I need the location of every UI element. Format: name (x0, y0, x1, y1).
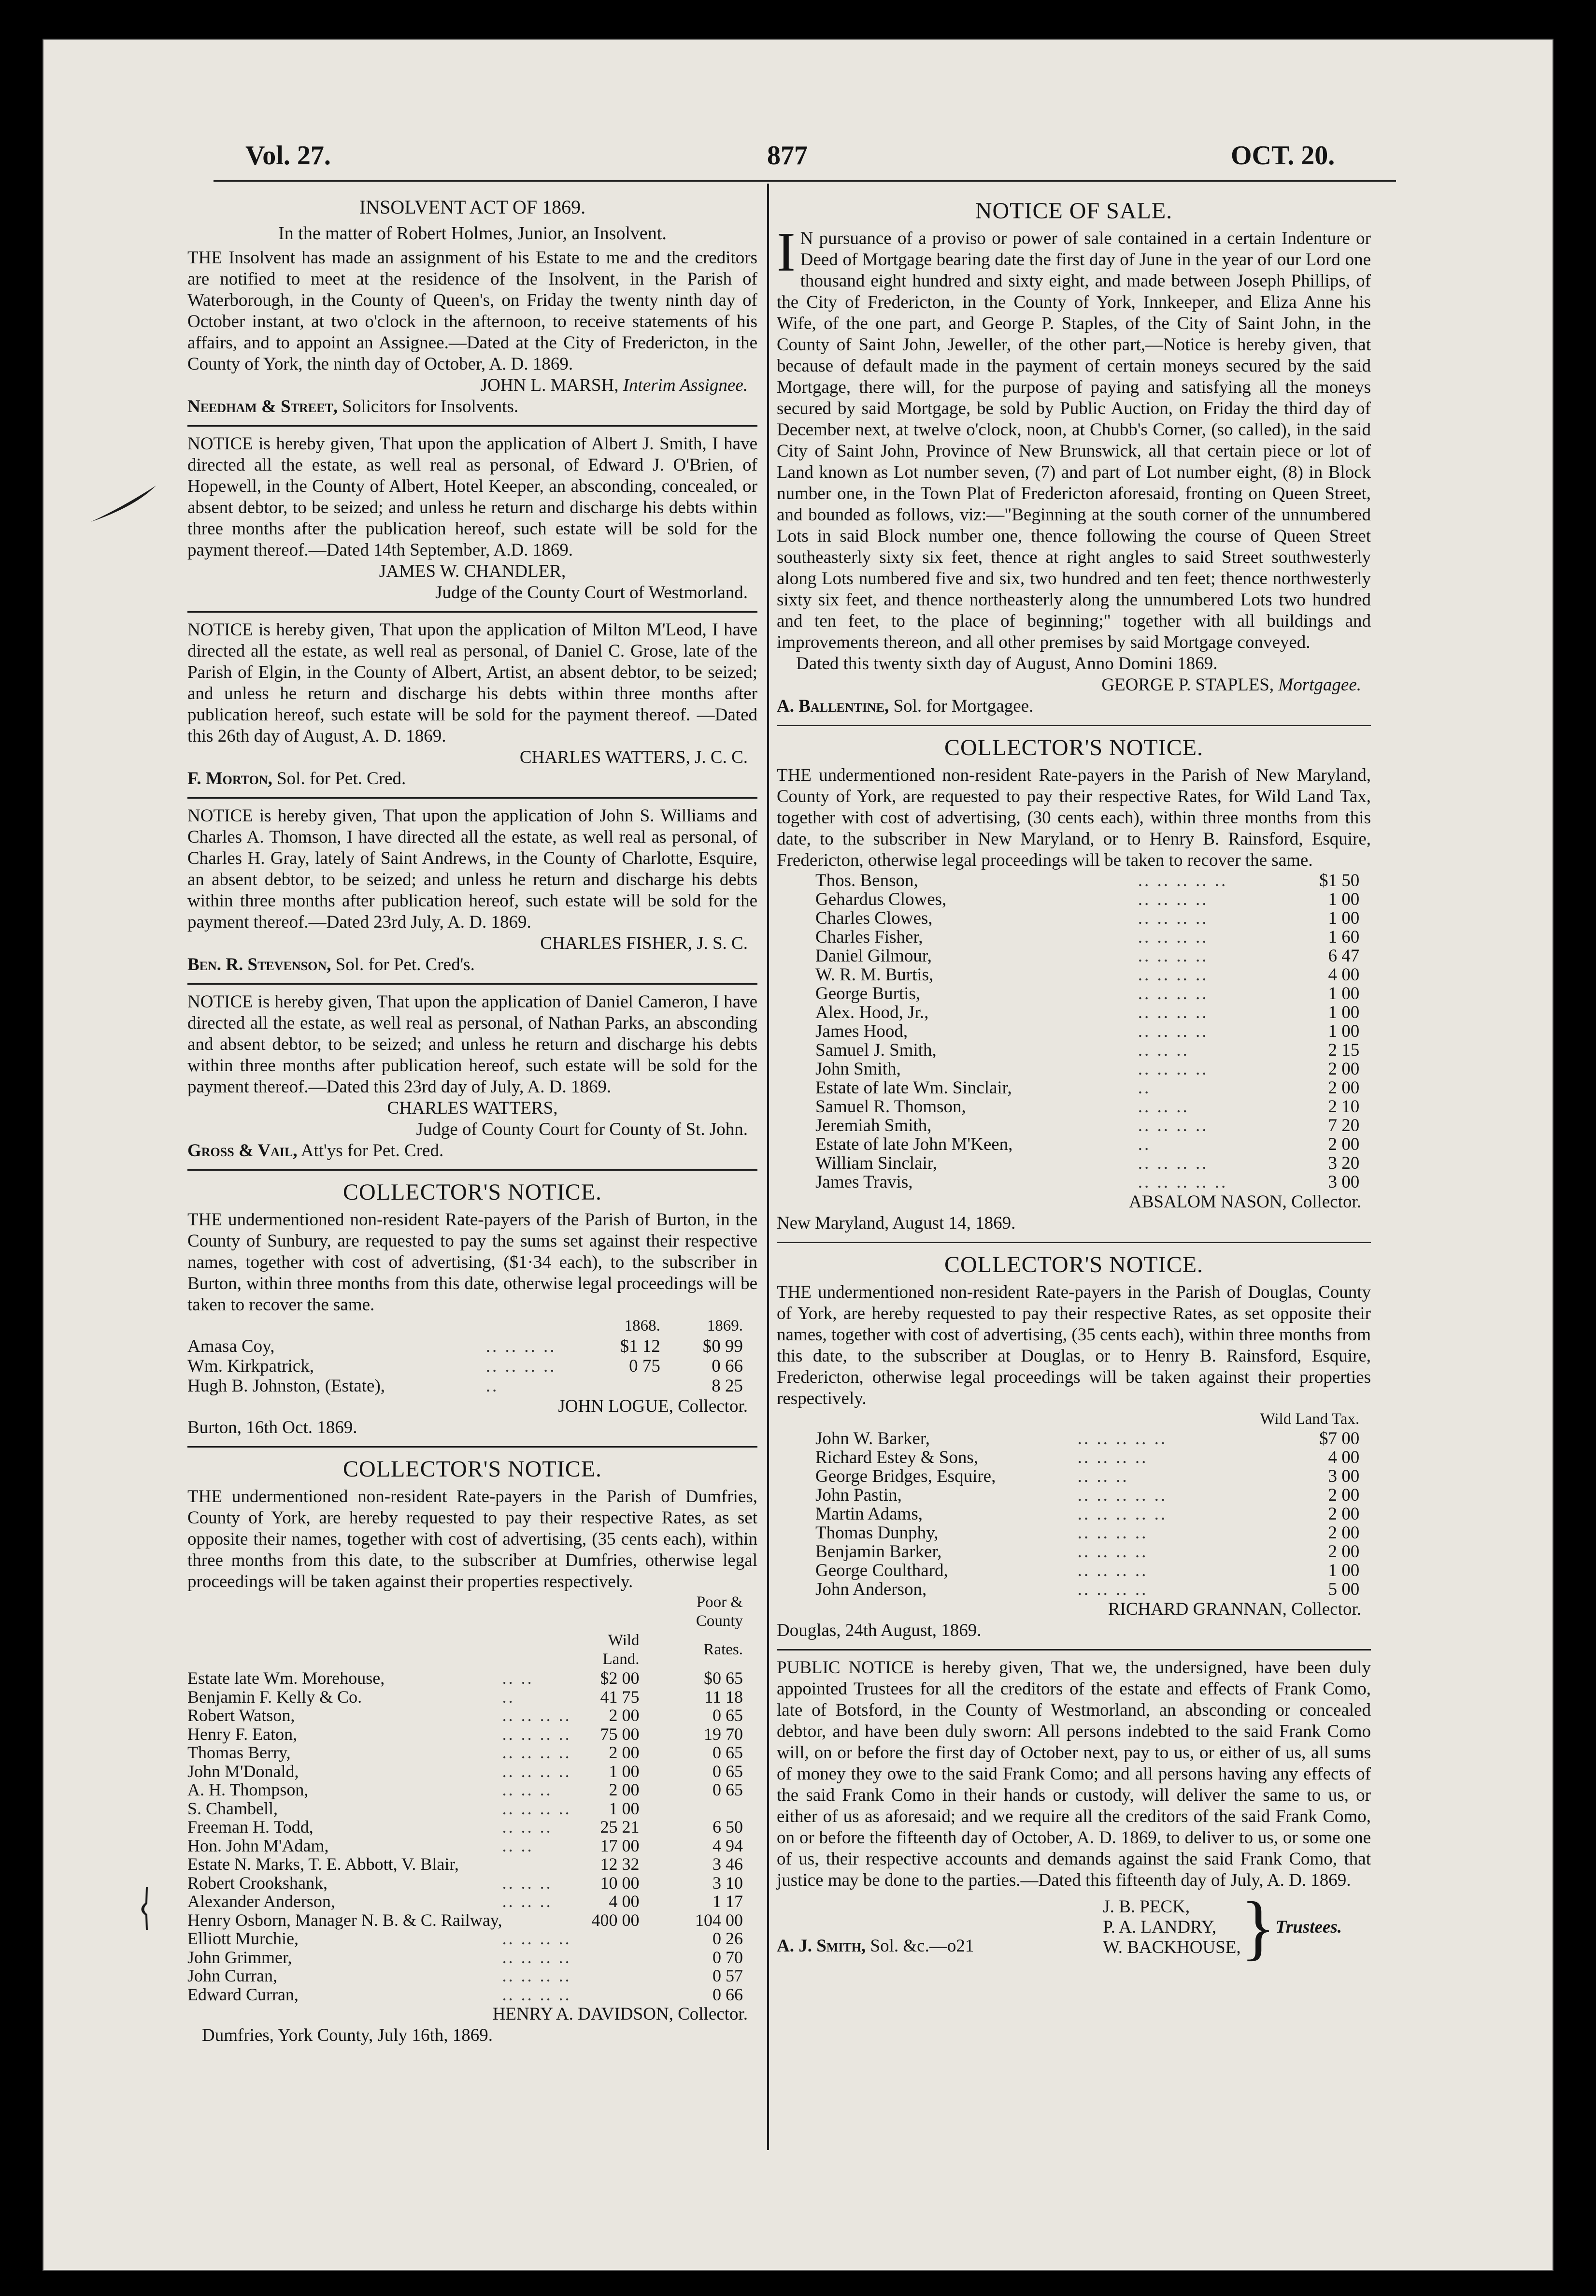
public-notice-body: PUBLIC NOTICE is hereby given, That we, the undersigned, have been duly appointed Trustees for all the creditors of the estate and effects of Frank Como, late of Botsford, in the County of Westmorland, an absconding or concealed debtor, and have been duly sworn: All persons indebted to the said Frank Como will, on or before the first day of October next, pay to us, or either of us, all sums of money they owe to the said Frank Como; and all persons having any effects of the said Frank Como in their hands or custody, will deliver the same to us, or either of us as aforesaid; and we require all the creditors of the said Frank Como, on or before the fifteenth day of October, A. D. 1869, to deliver to us, or some one of us, their respective accounts and demands against the said Frank Como, that justice may be done to the parties.—Dated this fifteenth day of July, A. D. 1869. (777, 1658, 1371, 1890)
sale-dated: Dated this twenty sixth day of August, Anno Domini 1869. (796, 654, 1218, 674)
table-row: Alex. Hood, Jr., .. .. .. .. 1 00 (815, 1003, 1360, 1022)
table-row: Samuel R. Thomson, .. .. .. 2 10 (815, 1097, 1360, 1117)
table-row: Martin Adams, .. .. .. .. .. 2 00 (815, 1504, 1360, 1524)
notice-sol: Sol. for Pet. Cred. (272, 769, 406, 789)
table-row: Benjamin Barker, .. .. .. .. 2 00 (815, 1542, 1360, 1562)
table-row: Hon. John M'Adam, .. .. 17 00 4 94 (187, 1836, 743, 1855)
table-row: John M'Donald, .. .. .. .. 1 00 0 65 (187, 1761, 743, 1781)
table-row: Henry Osborn, Manager N. B. & C. Railway, 400 00 104 00 (187, 1910, 743, 1930)
margin-mark (88, 474, 161, 536)
insolvent-notice (187, 195, 757, 417)
insolvent-body: THE Insolvent has made an assignment of his Estate to me and the creditors are notified to meet at the residence of the Insolvent, in the Parish of Waterborough, in the County of Queen's, on Friday the twenty ninth day of October instant, at two o'clock in the afternoon, to receive statements of his affairs, and to appoint an Assignee.—Dated at the City of Fredericton, in the County of York, the ninth day of October, A. D. 1869. (187, 248, 757, 374)
table-row: Alexander Anderson, .. .. .. 4 00 1 17 (187, 1892, 743, 1911)
table-row: W. R. M. Burtis, .. .. .. .. 4 00 (815, 965, 1360, 985)
notice-signer-role: Judge of County Court for County of St. John. (416, 1119, 748, 1139)
trustee-name: W. BACKHOUSE, (1103, 1937, 1241, 1957)
table-row: James Hood, .. .. .. .. 1 00 (815, 1021, 1360, 1041)
col-header: Wild Land. (602, 1632, 640, 1668)
right-column (777, 193, 1371, 1967)
section-rule (187, 1169, 757, 1171)
sale-title: NOTICE OF SALE. (975, 198, 1173, 224)
table-row: George Coulthard, .. .. .. .. 1 00 (815, 1561, 1360, 1580)
margin-mark (134, 1884, 158, 1933)
section-rule (187, 1446, 757, 1448)
collector-notice-burton (187, 1177, 757, 1438)
table-row: John Curran, .. .. .. .. 0 57 (187, 1966, 743, 1985)
notice-sol: Sol. for Pet. Cred's. (331, 955, 475, 975)
public-sol: Sol. &c.—o21 (866, 1936, 974, 1956)
insolvent-signer: JOHN L. MARSH, (480, 375, 623, 395)
left-column (187, 193, 757, 2046)
notice-signer: JAMES W. CHANDLER, (379, 561, 566, 581)
notice-signer: CHARLES FISHER, J. S. C. (540, 933, 748, 953)
col-header: Wild Land Tax. (1260, 1410, 1360, 1428)
notice-body: NOTICE is hereby given, That upon the application of John S. Williams and Charles A. Thomson, I have directed all the estate, as well real as personal, of Charles H. Gray, lately of Saint Andrews, in the County of Charlotte, Esquire, an absent debtor, to be seized; and unless he return and discharge his debts within three months after publication hereof, such estate will be sold for the payment thereof.—Dated 23rd July, A. D. 1869. (187, 806, 757, 932)
table-row: Daniel Gilmour, .. .. .. .. 6 47 (815, 946, 1360, 966)
section-rule (777, 1242, 1371, 1243)
insolvent-solicitors: Solicitors for Insolvents. (338, 397, 519, 416)
collector-body: THE undermentioned non-resident Rate-payers in the Parish of Dumfries, County of York, are hereby requested to pay their respective Rates, as set opposite their names, together with cost of advertising, (35 cents each), within three months from this date, to the subscriber at Dumfries, otherwise legal proceedings will be taken against their properties respectively. (187, 1487, 757, 1592)
issue-date: OCT. 20. (1231, 141, 1335, 171)
table-row: Jeremiah Smith, .. .. .. .. 7 20 (815, 1116, 1360, 1135)
table-row: Estate N. Marks, T. E. Abbott, V. Blair, 12 32 3 46 (187, 1854, 743, 1874)
rates-table (815, 871, 1374, 1191)
notice-body: NOTICE is hereby given, That upon the application of Milton M'Leod, I have directed all the estate, as well real as personal, of Daniel C. Grose, late of the Parish of Elgin, in the County of Albert, Artist, an absent debtor, to be seized; and unless he return and discharge his debts within three months after publication hereof, such estate will be sold for the payment thereof. —Dated this 26th day of August, A. D. 1869. (187, 620, 757, 746)
public-sol-name: A. J. Smith, (777, 1936, 866, 1956)
table-row: John W. Barker, .. .. .. .. .. $7 00 (815, 1429, 1360, 1449)
table-row: Estate late Wm. Morehouse, .. .. $2 00 $0 65 (187, 1668, 743, 1688)
table-row: John Grimmer, .. .. .. .. 0 70 (187, 1947, 743, 1967)
table-row: S. Chambell, .. .. .. .. 1 00 (187, 1798, 640, 1818)
notice-chandler (187, 433, 757, 603)
col-header: Poor & County (696, 1593, 743, 1630)
rates-table (187, 1593, 757, 2004)
table-row: Robert Crookshank, .. .. .. 10 00 3 10 (187, 1873, 743, 1893)
table-row: John Pastin, .. .. .. .. .. 2 00 (815, 1485, 1360, 1505)
table-row: Gehardus Clowes, .. .. .. .. 1 00 (815, 890, 1360, 909)
rates-table (815, 1409, 1374, 1599)
table-row: Thos. Benson, .. .. .. .. .. $1 50 (815, 871, 1360, 890)
sale-signer-role: Mortgagee. (1278, 675, 1361, 695)
notice-signer: CHARLES WATTERS, (387, 1098, 558, 1118)
collector-title: COLLECTOR'S NOTICE. (944, 735, 1204, 761)
collector-dateline: Burton, 16th Oct. 1869. (187, 1418, 357, 1437)
gazette-page (43, 39, 1553, 2271)
collector-notice-new-maryland (777, 733, 1371, 1234)
collector-signer: ABSALOM NASON, Collector. (1128, 1192, 1361, 1212)
insolvent-solicitors-name: Needham & Street, (187, 397, 338, 416)
table-row: Benjamin F. Kelly & Co. .. 41 75 11 18 (187, 1687, 743, 1707)
trustees-label: Trustees. (1275, 1917, 1342, 1937)
table-row: Richard Estey & Sons, .. .. .. .. 4 00 (815, 1448, 1360, 1467)
notice-signer: CHARLES WATTERS, J. C. C. (519, 747, 748, 767)
collector-dateline: Dumfries, York County, July 16th, 1869. (202, 2025, 493, 2045)
table-row: Thomas Berry, .. .. .. .. 2 00 0 65 (187, 1743, 743, 1762)
table-row: Freeman H. Todd, .. .. .. 25 21 6 50 (187, 1817, 743, 1837)
notice-of-sale (777, 196, 1371, 717)
col-header: Rates. (703, 1641, 743, 1659)
table-row: Elliott Murchie, .. .. .. .. 0 26 (187, 1929, 743, 1948)
collector-title: COLLECTOR'S NOTICE. (342, 1456, 602, 1482)
table-row: Wm. Kirkpatrick, .. .. .. .. 0 75 0 66 (187, 1356, 743, 1376)
notice-watters-parks (187, 991, 757, 1162)
notice-body: NOTICE is hereby given, That upon the application of Daniel Cameron, I have directed all the estate, as well real as personal, of Nathan Parks, an absconding and absent debtor, to be seized; and unless he return and discharge his debts within three months after publication hereof, such estate will be sold for the payment thereof.—Dated this 23rd day of July, A. D. 1869. (187, 992, 757, 1097)
sale-body: N pursuance of a proviso or power of sale contained in a certain Indenture or Deed of Mortgage bearing date the first day of June in the year of our Lord one thousand eight hundred and sixty eight, and made between Joseph Phillips, of the City of Fredericton, in the County of York, Innkeeper, and Eliza Anne his Wife, of the one part, and George P. Staples, of the City of Saint John, in the County of Saint John, Jeweller, of the other part,—Notice is hereby given, that because of default made in the payment of certain moneys secured by the said Mortgage, there will, for the purpose of paying and satisfying all the moneys secured by said Mortgage, be sold by Public Auction, on Friday the third day of December next, at twelve o'clock, noon, at Chubb's Corner, (so called), in the said City of Saint John, Province of New Brunswick, all that certain piece or lot of Land known as Lot number seven, (7) and part of Lot number eight, (8) in Block number one, in the Town Plat of Fredericton aforesaid, fronting on Queen Street, and bounded as follows, viz:—"Beginning at the south corner of the unnumbered Lots in said Block number one, thence following the course of Queen Street southeasterly sixty six feet, thence at right angles to said Street southwesterly along Lots numbered five and six, two hundred and ten feet; thence northwesterly sixty six feet, and thence northeasterly along the unnumbered Lots two hundred and ten feet, to the place of beginning;" together with all buildings and improvements thereon, and all other premises by said Mortgage conveyed. (777, 229, 1371, 652)
public-notice-como (777, 1657, 1371, 1967)
rates-table (187, 1316, 757, 1396)
table-row: Edward Curran, .. .. .. .. 0 66 (187, 1984, 743, 2004)
notice-sol-name: Ben. R. Stevenson, (187, 955, 331, 975)
collector-signer: RICHARD GRANNAN, Collector. (1108, 1599, 1361, 1619)
section-rule (777, 725, 1371, 726)
collector-dateline: Douglas, 24th August, 1869. (777, 1621, 982, 1640)
col-header: 1869. (707, 1317, 743, 1335)
volume-number: Vol. 27. (245, 141, 331, 171)
notice-sol: Att'ys for Pet. Cred. (297, 1141, 444, 1161)
table-row: George Bridges, Esquire, .. .. .. 3 00 (815, 1466, 1360, 1486)
sale-dropcap: I (777, 221, 796, 283)
notice-fisher (187, 805, 757, 976)
column-divider (767, 184, 769, 2150)
table-row: Robert Watson, .. .. .. .. 2 00 0 65 (187, 1706, 743, 1725)
section-rule (187, 983, 757, 985)
trustee-name: J. B. PECK, (1103, 1897, 1190, 1917)
table-row: John Anderson, .. .. .. .. 5 00 (815, 1579, 1360, 1599)
header-rule (214, 180, 1396, 182)
collector-signer: HENRY A. DAVIDSON, Collector. (492, 2004, 748, 2024)
collector-signer: JOHN LOGUE, Collector. (558, 1396, 748, 1416)
col-header: 1868. (624, 1317, 660, 1335)
collector-body: THE undermentioned non-resident Rate-payers of the Parish of Burton, in the County of Sunbury, are requested to pay the sums set against their respective names, together with cost of advertising, ($1·34 each), to the subscriber in Burton, within three months from this date, otherwise legal proceedings will be taken to recover the same. (187, 1210, 757, 1315)
sale-sol-name: A. Ballentine, (777, 696, 889, 716)
section-rule (777, 1649, 1371, 1650)
notice-body: NOTICE is hereby given, That upon the application of Albert J. Smith, I have directed all the estate, as well real as personal, of Edward J. O'Brien, of Hopewell, in the County of Albert, Hotel Keeper, an absconding, concealed, or absent debtor, to be seized; and unless he return and discharge his debts within three months after the publication hereof, such estate will be sold for the payment thereof.—Dated 14th September, A.D. 1869. (187, 434, 757, 560)
table-row: Estate of late Wm. Sinclair, .. 2 00 (815, 1078, 1360, 1098)
table-row: Henry F. Eaton, .. .. .. .. 75 00 19 70 (187, 1724, 743, 1744)
sale-signer: GEORGE P. STAPLES, (1101, 675, 1279, 695)
notice-sol-name: Gross & Vail, (187, 1141, 298, 1161)
insolvent-signer-role: Interim Assignee. (623, 375, 748, 395)
table-row: Amasa Coy, .. .. .. .. $1 12 $0 99 (187, 1336, 743, 1356)
table-row: A. H. Thompson, .. .. .. 2 00 0 65 (187, 1780, 743, 1799)
table-row: Thomas Dunphy, .. .. .. .. 2 00 (815, 1523, 1360, 1543)
collector-notice-douglas (777, 1250, 1371, 1641)
collector-body: THE undermentioned non-resident Rate-payers in the Parish of New Maryland, County of York, are requested to pay their respective Rates, for Wild Land Tax, together with cost of advertising, (30 cents each), within three months from this date, to the subscriber in New Maryland, or to Henry B. Rainsford, Esquire, Fredericton, otherwise legal proceedings will be taken to recover the same. (777, 765, 1371, 870)
brace-glyph: } (1240, 1887, 1276, 1967)
section-rule (187, 611, 757, 613)
insolvent-title: INSOLVENT ACT OF 1869. (359, 196, 586, 218)
collector-title: COLLECTOR'S NOTICE. (342, 1179, 602, 1205)
table-row: William Sinclair, .. .. .. .. 3 20 (815, 1153, 1360, 1173)
section-rule (187, 797, 757, 799)
trustee-name: P. A. LANDRY, (1103, 1917, 1216, 1937)
collector-dateline: New Maryland, August 14, 1869. (777, 1213, 1016, 1233)
section-rule (187, 425, 757, 427)
sale-sol: Sol. for Mortgagee. (889, 696, 1034, 716)
collector-notice-dumfries (187, 1454, 757, 2046)
page-number: 877 (767, 141, 808, 171)
insolvent-subtitle: In the matter of Robert Holmes, Junior, an Insolvent. (278, 223, 667, 244)
notice-signer-role: Judge of the County Court of Westmorland. (435, 583, 748, 603)
table-row: Charles Clowes, .. .. .. .. 1 00 (815, 908, 1360, 928)
table-row: Charles Fisher, .. .. .. .. 1 60 (815, 927, 1360, 947)
collector-body: THE undermentioned non-resident Rate-payers in the Parish of Douglas, County of York, are hereby requested to pay their respective Rates, as set opposite their names, together with cost of advertising, (35 cents each), within three months from this date, to the subscriber at Douglas, or to Henry B. Rainsford, Esquire, Fredericton, otherwise legal proceedings will be taken against their properties respectively. (777, 1282, 1371, 1408)
collector-title: COLLECTOR'S NOTICE. (944, 1252, 1204, 1277)
table-row: Estate of late John M'Keen, .. 2 00 (815, 1134, 1360, 1154)
notice-sol-name: F. Morton, (187, 769, 272, 789)
table-row: John Smith, .. .. .. .. 2 00 (815, 1059, 1360, 1079)
table-row: Samuel J. Smith, .. .. .. 2 15 (815, 1040, 1360, 1060)
table-row: Hugh B. Johnston, (Estate), .. 8 25 (187, 1376, 743, 1396)
table-row: George Burtis, .. .. .. .. 1 00 (815, 984, 1360, 1004)
notice-watters-grose (187, 619, 757, 789)
table-row: James Travis, .. .. .. .. .. 3 00 (815, 1172, 1360, 1192)
